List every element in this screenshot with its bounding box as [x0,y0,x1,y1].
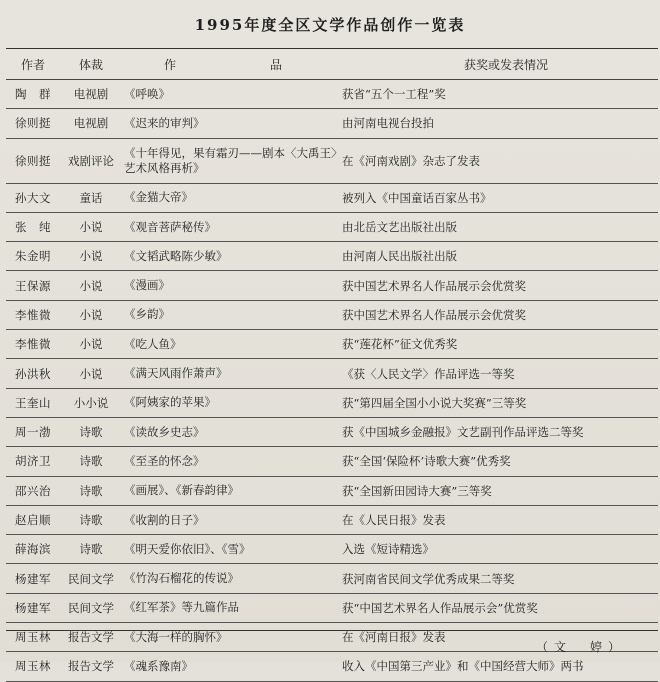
award-cell: 在《河南戏剧》杂志了发表 [340,138,658,183]
work-cell: 《文韬武略陈少敏》 [122,242,340,271]
genre-cell: 小说 [60,271,122,300]
genre-cell: 小说 [60,212,122,241]
award-cell: 由北岳文艺出版社出版 [340,212,658,241]
author-cell: 邵兴治 [6,476,60,505]
author-cell: 李惟微 [6,330,60,359]
header-genre: 体裁 [60,49,122,80]
author-cell: 周玉林 [6,652,60,681]
author-cell: 孙大文 [6,183,60,212]
genre-cell: 民间文学 [60,593,122,622]
genre-cell: 诗歌 [60,447,122,476]
award-cell: 获“全国‘保险杯’诗歌大赛”优秀奖 [340,447,658,476]
work-cell: 《观音菩萨秘传》 [122,212,340,241]
award-cell: 由河南人民出版社出版 [340,242,658,271]
author-cell: 胡济卫 [6,447,60,476]
genre-cell: 电视剧 [60,109,122,138]
genre-cell: 小说 [60,300,122,329]
table-row [6,138,658,183]
award-cell: 获省“五个一工程”奖 [340,80,658,109]
work-cell: 《红军茶》等九篇作品 [122,593,340,622]
award-cell: 获中国艺术界名人作品展示会优赏奖 [340,300,658,329]
genre-cell: 诗歌 [60,535,122,564]
table-row [6,359,658,388]
genre-cell: 民间文学 [60,564,122,593]
work-cell: 《读故乡史志》 [122,417,340,446]
author-cell: 徐则挺 [6,109,60,138]
table-row [6,564,658,593]
author-cell: 王保源 [6,271,60,300]
table-row [6,388,658,417]
genre-cell: 童话 [60,183,122,212]
award-cell: 获《中国城乡金融报》文艺副刊作品评选二等奖 [340,417,658,446]
table-row [6,300,658,329]
award-cell: 被列入《中国童话百家丛书》 [340,183,658,212]
header-award: 获奖或发表情况 [340,49,658,80]
author-cell: 杨建军 [6,593,60,622]
author-cell: 李惟微 [6,300,60,329]
table-header-row [6,49,658,80]
author-cell: 王奎山 [6,388,60,417]
table-row [6,330,658,359]
work-cell: 《大海一样的胸怀》 [122,623,340,652]
header-author: 作者 [6,49,60,80]
author-cell: 徐则挺 [6,138,60,183]
table-row [6,80,658,109]
author-cell: 周一渤 [6,417,60,446]
award-cell: 获中国艺术界名人作品展示会优赏奖 [340,271,658,300]
work-cell: 《金猫大帝》 [122,183,340,212]
award-cell: 获“全国新田园诗大赛”三等奖 [340,476,658,505]
award-cell: 在《人民日报》发表 [340,505,658,534]
author-cell: 孙洪秋 [6,359,60,388]
genre-cell: 诗歌 [60,417,122,446]
page-title: 1995年度全区文学作品创作一览表 [194,16,466,34]
genre-cell: 诗歌 [60,476,122,505]
table-row [6,447,658,476]
work-cell: 《阿姨家的苹果》 [122,388,340,417]
work-cell: 《迟来的审判》 [122,109,340,138]
award-cell: 在《河南日报》发表 [340,623,658,652]
table-row [6,242,658,271]
author-cell: 赵启顺 [6,505,60,534]
works-table [6,48,658,682]
genre-cell: 戏剧评论 [60,138,122,183]
table-row [6,271,658,300]
bottom-rule [6,630,658,631]
author-cell: 周玉林 [6,623,60,652]
table-row [6,593,658,622]
genre-cell: 小说 [60,242,122,271]
award-cell: 获河南省民间文学优秀成果二等奖 [340,564,658,593]
author-cell: 陶 群 [6,80,60,109]
work-cell: 《魂系豫南》 [122,652,340,681]
award-cell: 《获〈人民文学〉作品评选一等奖 [340,359,658,388]
genre-cell: 电视剧 [60,80,122,109]
award-cell: 由河南电视台投拍 [340,109,658,138]
work-cell: 《画展》、《新春韵律》 [122,476,340,505]
work-cell: 《至圣的怀念》 [122,447,340,476]
table-row [6,652,658,681]
work-cell: 《十年得见，果有霜刃——剧本〈大禹王〉艺术风格再析》 [122,138,340,183]
author-cell: 薛海滨 [6,535,60,564]
award-cell: 获“莲花杯”征文优秀奖 [340,330,658,359]
work-cell: 《竹沟石榴花的传说》 [122,564,340,593]
author-cell: 张 纯 [6,212,60,241]
genre-cell: 报告文学 [60,623,122,652]
work-cell: 《收割的日子》 [122,505,340,534]
table-row [6,535,658,564]
genre-cell: 诗歌 [60,505,122,534]
genre-cell: 小小说 [60,388,122,417]
award-cell: 入选《短诗精选》 [340,535,658,564]
author-cell: 杨建军 [6,564,60,593]
award-cell: 获“第四届全国小小说大奖赛”三等奖 [340,388,658,417]
table-row [6,109,658,138]
table-row [6,183,658,212]
author-signature: （文 婷） [535,640,626,654]
header-work-right: 品 [270,57,283,72]
header-work-left: 作 [164,57,177,72]
table-row [6,476,658,505]
work-cell: 《吃人鱼》 [122,330,340,359]
author-cell: 朱金明 [6,242,60,271]
genre-cell: 小说 [60,359,122,388]
work-cell: 《满天风雨作萧声》 [122,359,340,388]
table-row [6,505,658,534]
work-cell: 《呼唤》 [122,80,340,109]
award-cell: 收入《中国第三产业》和《中国经营大师》两书 [340,652,658,681]
header-work [122,49,340,80]
work-cell: 《乡韵》 [122,300,340,329]
table-row [6,212,658,241]
genre-cell: 小说 [60,330,122,359]
work-cell: 《明天爱你依旧》、《雪》 [122,535,340,564]
table-row [6,417,658,446]
award-cell: 获“中国艺术界名人作品展示会”优赏奖 [340,593,658,622]
genre-cell: 报告文学 [60,652,122,681]
work-cell: 《漫画》 [122,271,340,300]
